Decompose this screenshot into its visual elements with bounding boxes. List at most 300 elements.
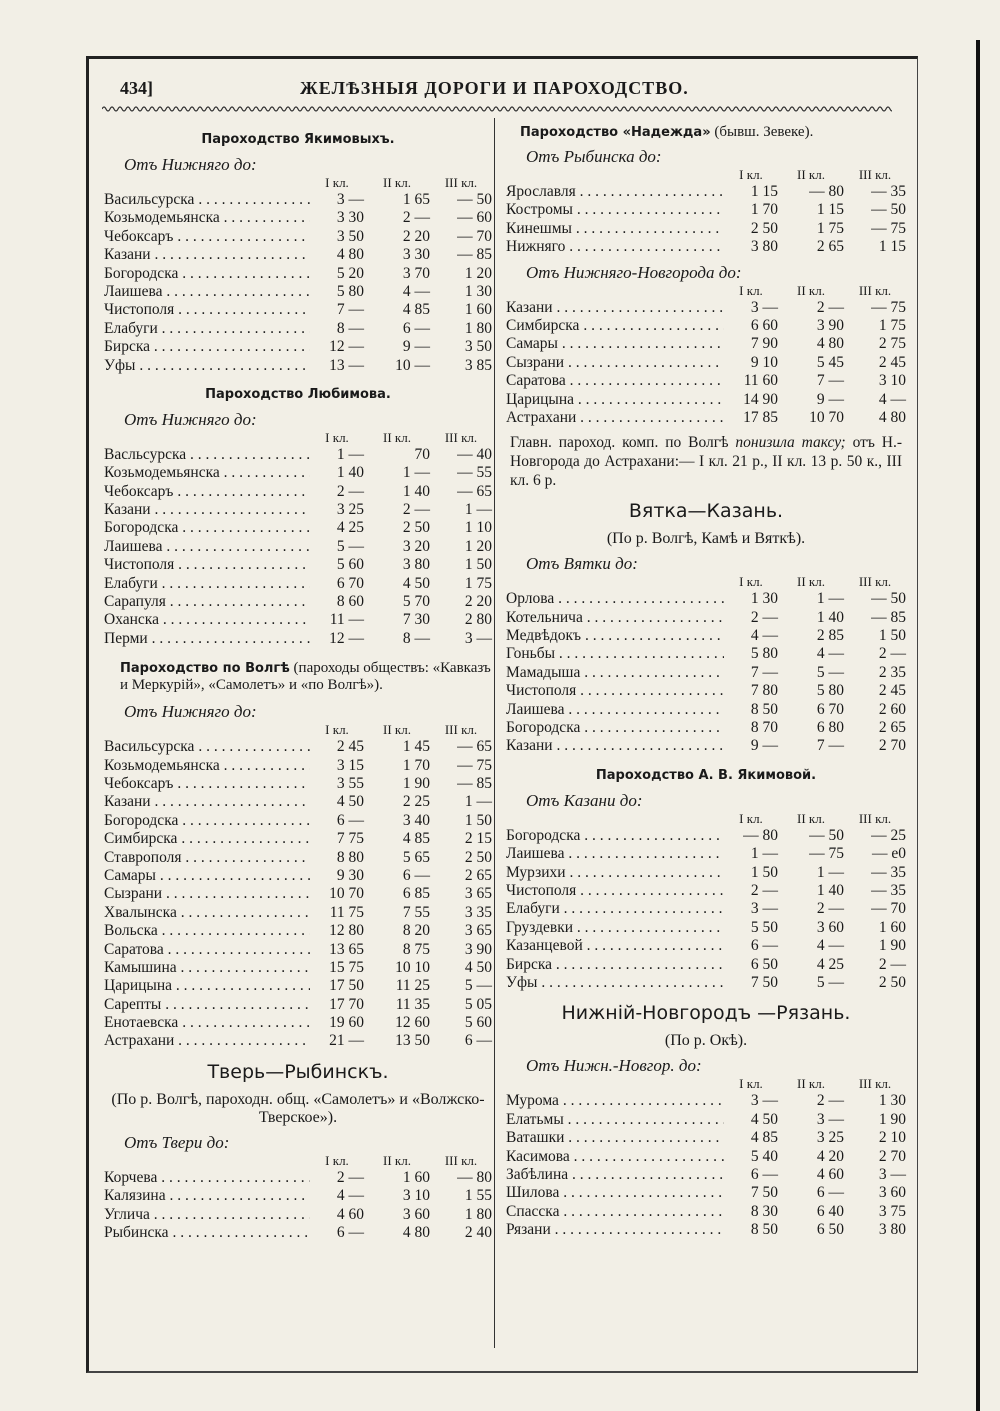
fare-value: 4 60 (336, 1205, 364, 1223)
fare-row (506, 900, 906, 918)
fare-value: 3 — (750, 1092, 778, 1110)
destination: Лаишева . . . (506, 845, 724, 863)
destination: Вольска . . . (104, 922, 310, 940)
fare-value: 10 70 (329, 885, 364, 903)
fare-value: 4 50 (336, 793, 364, 811)
fare-row (506, 409, 906, 427)
destination: Самары . . . (104, 867, 310, 885)
fare-value: 3 — (336, 191, 364, 208)
class-label: III кл. (444, 429, 478, 445)
fare-row (104, 246, 492, 264)
fare-value: 1 — (816, 863, 844, 881)
fare-value: 7 55 (402, 903, 430, 921)
fare-value: 1 90 (878, 937, 906, 955)
fare-value: 2 65 (816, 238, 844, 256)
fare-row (104, 519, 492, 537)
fare-value: 1 15 (816, 201, 844, 219)
fare-value: 1 70 (750, 201, 778, 219)
fare-value: 7 — (816, 372, 844, 390)
fare-value: 4 25 (336, 519, 364, 537)
destination: Казани . . . (104, 246, 310, 264)
fare-value: 2 — (336, 1168, 364, 1186)
fare-row (104, 830, 492, 848)
destination: Чебоксаръ . . . (104, 483, 310, 501)
fare-row (104, 630, 492, 648)
destination: Саратова . . . (506, 372, 724, 390)
fare-value: — 50 (871, 590, 906, 608)
wavy-rule (102, 100, 892, 118)
fare-value: 3 10 (878, 372, 906, 390)
destination: Козьмодемьянска . . . (104, 209, 310, 227)
fare-value: 5 80 (816, 682, 844, 700)
destination: Забѣлина . . . (506, 1166, 724, 1184)
fare-row (104, 483, 492, 501)
fare-value: 2 — (402, 501, 430, 519)
fare-value: 8 75 (402, 940, 430, 958)
scan-edge-bar (976, 40, 980, 1411)
fare-value: 8 — (402, 629, 430, 647)
company-note: (бывш. Зевеке). (710, 124, 814, 140)
from-label: Отъ Казани до: (526, 790, 643, 810)
fare-value: 11 60 (743, 372, 778, 390)
fare-value: 9 — (816, 390, 844, 408)
fare-value: 4 — (816, 645, 844, 663)
class-label: III кл. (858, 282, 892, 298)
destination: Оханска . . . (104, 611, 310, 629)
fare-row (104, 775, 492, 793)
fare-row (104, 556, 492, 574)
class-label: II кл. (797, 1076, 825, 1092)
fare-value: 2 65 (464, 866, 492, 884)
from-label: Отъ Вятки до: (526, 554, 638, 574)
fare-value: 11 25 (395, 977, 430, 995)
fare-value: 2 50 (464, 848, 492, 866)
fare-value: 3 30 (336, 209, 364, 227)
fare-value: — 25 (871, 826, 906, 844)
destination: Елатьмы . . . (506, 1111, 724, 1129)
fare-value: 5 40 (750, 1147, 778, 1165)
fare-value: 4 — (750, 627, 778, 645)
destination: Казани . . . (104, 793, 310, 811)
destination: Груздевки . . . (506, 919, 724, 937)
destination: Сызрани . . . (506, 354, 724, 372)
destination: Рязани . . . (506, 1221, 724, 1239)
destination: Астрахани . . . (506, 409, 724, 427)
class-label: III кл. (858, 167, 892, 182)
fare-value: 6 — (402, 866, 430, 884)
fare-value: — 50 (809, 826, 844, 844)
fare-value: — 75 (809, 845, 844, 863)
fare-value: 4 85 (402, 830, 430, 848)
fare-value: 3 65 (464, 922, 492, 940)
fare-row (506, 201, 906, 219)
fare-value: 1 40 (816, 881, 844, 899)
fare-value: 2 20 (464, 593, 492, 611)
fare-value: 2 40 (464, 1224, 492, 1242)
destination: Мурома . . . (506, 1092, 724, 1110)
fare-value: 7 75 (336, 830, 364, 848)
destination: Казани . . . (104, 501, 310, 519)
fare-value: 3 — (464, 629, 492, 647)
destination: Хвалынска . . . (104, 904, 310, 922)
fare-row (506, 183, 906, 201)
fare-value: — 85 (457, 774, 492, 792)
destination: Богородска . . . (104, 519, 310, 537)
fare-row (506, 827, 906, 845)
fare-row (506, 845, 906, 863)
fare-value: 3 75 (878, 1202, 906, 1220)
route-heading: Нижній-Новгородъ —Рязань. (561, 1002, 851, 1025)
class-header (506, 167, 906, 183)
fare-value: 5 60 (464, 1014, 492, 1032)
class-label: I кл. (739, 282, 763, 298)
fare-value: 13 65 (329, 940, 364, 958)
fare-value: 12 80 (329, 922, 364, 940)
fare-row (104, 593, 492, 611)
fare-value: 3 25 (336, 501, 364, 519)
fare-value: 2 25 (402, 793, 430, 811)
fare-value: 2 45 (878, 682, 906, 700)
destination: Казанцевой . . . (506, 937, 724, 955)
note-emphasis: понизила таксу; (735, 434, 846, 452)
fare-value: 2 10 (878, 1129, 906, 1147)
destination: Казани . . . (506, 299, 724, 317)
destination: Богородска . . . (104, 812, 310, 830)
fare-value: 1 60 (402, 1168, 430, 1186)
class-label: I кл. (739, 167, 763, 182)
fare-row (506, 919, 906, 937)
fare-value: 7 90 (750, 335, 778, 353)
fare-row (506, 882, 906, 900)
fare-value: 1 45 (402, 738, 430, 756)
fare-value: 21 — (329, 1032, 364, 1050)
fare-value: 1 — (816, 590, 844, 608)
class-label: I кл. (325, 175, 349, 190)
fare-value: 7 — (750, 663, 778, 681)
class-label: III кл. (858, 1076, 892, 1092)
fare-row (506, 391, 906, 409)
destination: Бирска . . . (506, 956, 724, 974)
fare-value: 3 15 (336, 756, 364, 774)
fare-value: 1 65 (402, 191, 430, 208)
class-header (506, 283, 906, 299)
fare-value: 4 50 (402, 574, 430, 592)
destination: Спасска . . . (506, 1203, 724, 1221)
fare-value: 2 85 (816, 627, 844, 645)
fare-value: 5 60 (336, 556, 364, 574)
destination: Чистополя . . . (506, 882, 724, 900)
fare-row (104, 1169, 492, 1187)
destination: Козьмодемьянска . . . (104, 757, 310, 775)
fare-row (104, 996, 492, 1014)
fare-value: 3 80 (402, 556, 430, 574)
fare-value: 6 50 (750, 955, 778, 973)
fare-row (104, 265, 492, 283)
fare-value: 3 90 (464, 940, 492, 958)
fare-value: 1 15 (878, 238, 906, 256)
fare-value: — 70 (457, 227, 492, 245)
fare-row (506, 609, 906, 627)
destination: Астрахани . . . (104, 1032, 310, 1050)
fare-value: 7 80 (750, 682, 778, 700)
destination: Корчева . . . (104, 1169, 310, 1187)
fare-value: 2 70 (878, 737, 906, 755)
destination: Перми . . . (104, 630, 310, 648)
fare-value: 7 — (816, 737, 844, 755)
class-header (506, 811, 906, 827)
tariff-note (510, 433, 902, 490)
fare-value: 1 50 (464, 556, 492, 574)
fare-value: 1 75 (464, 574, 492, 592)
destination: Углича . . . (104, 1206, 310, 1224)
fare-value: 2 15 (464, 830, 492, 848)
fare-value: 1 30 (878, 1092, 906, 1110)
fare-value: 1 40 (402, 482, 430, 500)
fare-value: 2 50 (750, 219, 778, 237)
fare-row (104, 538, 492, 556)
fare-row (104, 191, 492, 209)
fare-value: 5 20 (336, 264, 364, 282)
destination: Васльсурска . . . (104, 446, 310, 464)
fare-value: 2 80 (464, 611, 492, 629)
fare-value: 3 70 (402, 264, 430, 282)
fare-value: — 35 (871, 863, 906, 881)
fare-value: 1 50 (878, 627, 906, 645)
class-label: I кл. (739, 574, 763, 590)
fare-value: 1 55 (464, 1187, 492, 1205)
class-header (104, 1153, 492, 1169)
fare-value: 11 — (329, 611, 364, 629)
fare-value: 19 60 (329, 1014, 364, 1032)
class-header (104, 430, 492, 446)
fare-value: 4 80 (816, 335, 844, 353)
fare-value: — 65 (457, 482, 492, 500)
destination: Царицына . . . (506, 391, 724, 409)
class-label: I кл. (325, 722, 349, 738)
class-header (104, 722, 492, 738)
from-label: Отъ Нижняго-Новгорода до: (526, 262, 742, 282)
fare-row (506, 974, 906, 992)
fare-value: 7 — (336, 301, 364, 319)
fare-value: 9 — (750, 737, 778, 755)
class-label: II кл. (797, 282, 825, 298)
fare-value: 2 — (750, 881, 778, 899)
destination: Чистополя . . . (104, 301, 310, 319)
fare-value: 3 60 (402, 1205, 430, 1223)
fare-row (506, 354, 906, 372)
fare-row (104, 338, 492, 356)
fare-value: — 35 (871, 183, 906, 200)
fare-value: 5 — (336, 537, 364, 555)
fare-row (104, 793, 492, 811)
destination: Елабуги . . . (104, 320, 310, 338)
destination: Елабуги . . . (506, 900, 724, 918)
fare-value: 4 60 (816, 1165, 844, 1183)
fare-value: 12 60 (395, 1014, 430, 1032)
destination: Енотаевска . . . (104, 1014, 310, 1032)
destination: Елабуги . . . (104, 575, 310, 593)
destination: Мурзихи . . . (506, 864, 724, 882)
fare-value: 9 10 (750, 353, 778, 371)
class-label: II кл. (383, 175, 411, 190)
class-label: I кл. (325, 429, 349, 445)
page-number: 434] (120, 78, 153, 98)
destination: Ваташки . . . (506, 1129, 724, 1147)
destination: Кинешмы . . . (506, 220, 724, 238)
class-label: II кл. (797, 167, 825, 182)
fare-row (506, 299, 906, 317)
company-title (104, 387, 492, 402)
destination: Васильсурска . . . (104, 191, 310, 209)
fare-value: 2 — (402, 209, 430, 227)
destination: Чебоксаръ . . . (104, 228, 310, 246)
fare-row (506, 1092, 906, 1110)
fare-value: 9 — (402, 338, 430, 356)
fare-value: 17 85 (743, 408, 778, 426)
fare-value: 1 20 (464, 264, 492, 282)
class-label: III кл. (858, 810, 892, 826)
class-label: II кл. (797, 810, 825, 826)
fare-row (506, 701, 906, 719)
fare-row (104, 1206, 492, 1224)
route-heading: Тверь—Рыбинскъ. (207, 1060, 389, 1083)
fare-row (104, 867, 492, 885)
fare-value: 5 45 (816, 353, 844, 371)
fare-row (104, 941, 492, 959)
fare-value: 3 30 (402, 246, 430, 264)
fare-value: — 50 (871, 201, 906, 219)
fare-value: 3 85 (464, 356, 492, 374)
fare-value: 5 65 (402, 848, 430, 866)
fare-row (104, 922, 492, 940)
fare-value: 3 20 (402, 537, 430, 555)
fare-value: 2 50 (878, 973, 906, 991)
fare-row (104, 812, 492, 830)
fare-row (104, 738, 492, 756)
fare-value: 1 70 (402, 756, 430, 774)
fare-value: 1 — (402, 464, 430, 482)
fare-row (506, 645, 906, 663)
fare-value: — 55 (457, 464, 492, 482)
left-column (104, 120, 492, 1242)
destination: Самары . . . (506, 335, 724, 353)
fare-value: — 50 (457, 191, 492, 208)
destination: Камышина . . . (104, 959, 310, 977)
fare-value: 2 60 (878, 700, 906, 718)
destination: Сарапуля . . . (104, 593, 310, 611)
fare-row (506, 864, 906, 882)
destination: Ставрополя . . . (104, 849, 310, 867)
fare-row (104, 301, 492, 319)
page-title: ЖЕЛѢЗНЫЯ ДОРОГИ И ПАРОХОДСТВО. (300, 78, 689, 98)
class-label: II кл. (383, 429, 411, 445)
fare-row (104, 283, 492, 301)
fare-value: 3 — (750, 900, 778, 918)
fare-value: 6 50 (816, 1221, 844, 1239)
destination: Сарепты . . . (104, 996, 310, 1014)
fare-value: 3 40 (402, 811, 430, 829)
fare-value: 4 80 (402, 1224, 430, 1242)
fare-row (104, 959, 492, 977)
right-column (506, 120, 906, 1239)
fare-row (506, 1184, 906, 1202)
fare-value: 4 — (878, 390, 906, 408)
fare-value: 7 50 (750, 973, 778, 991)
fare-value: 1 50 (750, 863, 778, 881)
fare-value: 2 70 (878, 1147, 906, 1165)
fare-row (104, 575, 492, 593)
fare-value: 6 — (750, 1165, 778, 1183)
fare-value: 4 80 (336, 246, 364, 264)
fare-value: — 80 (457, 1168, 492, 1186)
destination: Ярославля . . . (506, 183, 724, 201)
fare-value: 2 — (878, 645, 906, 663)
company-title (120, 660, 492, 694)
fare-value: 2 75 (878, 335, 906, 353)
fare-value: — е0 (871, 845, 906, 863)
fare-value: — 35 (871, 881, 906, 899)
fare-value: 6 85 (402, 885, 430, 903)
fare-value: 4 50 (750, 1110, 778, 1128)
fare-value: 1 — (464, 793, 492, 811)
fare-row (506, 590, 906, 608)
destination: Мамадыша . . . (506, 664, 724, 682)
fare-row (104, 320, 492, 338)
fare-value: 1 40 (336, 464, 364, 482)
fare-value: 2 — (816, 900, 844, 918)
fare-value: 5 80 (336, 282, 364, 300)
fare-row (104, 885, 492, 903)
fare-value: 4 20 (816, 1147, 844, 1165)
fare-value: 1 75 (816, 219, 844, 237)
fare-value: 2 — (750, 608, 778, 626)
destination: Котельнича . . . (506, 609, 724, 627)
destination: Лаишева . . . (506, 701, 724, 719)
from-label: Отъ Нижняго до: (124, 702, 257, 722)
route-subheading: (По р. Окѣ). (664, 1032, 748, 1050)
destination: Касимова . . . (506, 1148, 724, 1166)
fare-value: 1 30 (750, 590, 778, 608)
fare-row (104, 849, 492, 867)
class-header (506, 574, 906, 590)
fare-row (506, 335, 906, 353)
company-note: (пароходы обществъ: «Кавказъ и Меркурій», «Самолетъ» и «по Волгѣ»). (120, 660, 491, 694)
fare-row (506, 1111, 906, 1129)
note-text: Главн. пароход. комп. по Волгѣ (510, 434, 736, 452)
fare-value: 1 60 (878, 918, 906, 936)
fare-row (506, 1166, 906, 1184)
destination: Царицына . . . (104, 977, 310, 995)
fare-row (104, 209, 492, 227)
fare-value: 6 — (336, 811, 364, 829)
company-name: Пароходство А. В. Якимовой. (595, 767, 817, 783)
fare-value: — 65 (457, 738, 492, 756)
fare-value: 5 — (464, 977, 492, 995)
fare-value: 12 — (329, 338, 364, 356)
fare-value: 5 70 (402, 593, 430, 611)
fare-value: 10 70 (809, 408, 844, 426)
company-name: Пароходство Любимова. (205, 386, 391, 402)
fare-value: 3 50 (336, 227, 364, 245)
fare-value: 1 80 (464, 319, 492, 337)
fare-row (506, 1129, 906, 1147)
fare-value: 8 50 (750, 700, 778, 718)
fare-value: 1 — (750, 845, 778, 863)
fare-value: 1 90 (402, 774, 430, 792)
fare-value: 1 50 (464, 811, 492, 829)
fare-row (104, 1032, 492, 1050)
fare-value: 4 — (402, 282, 430, 300)
